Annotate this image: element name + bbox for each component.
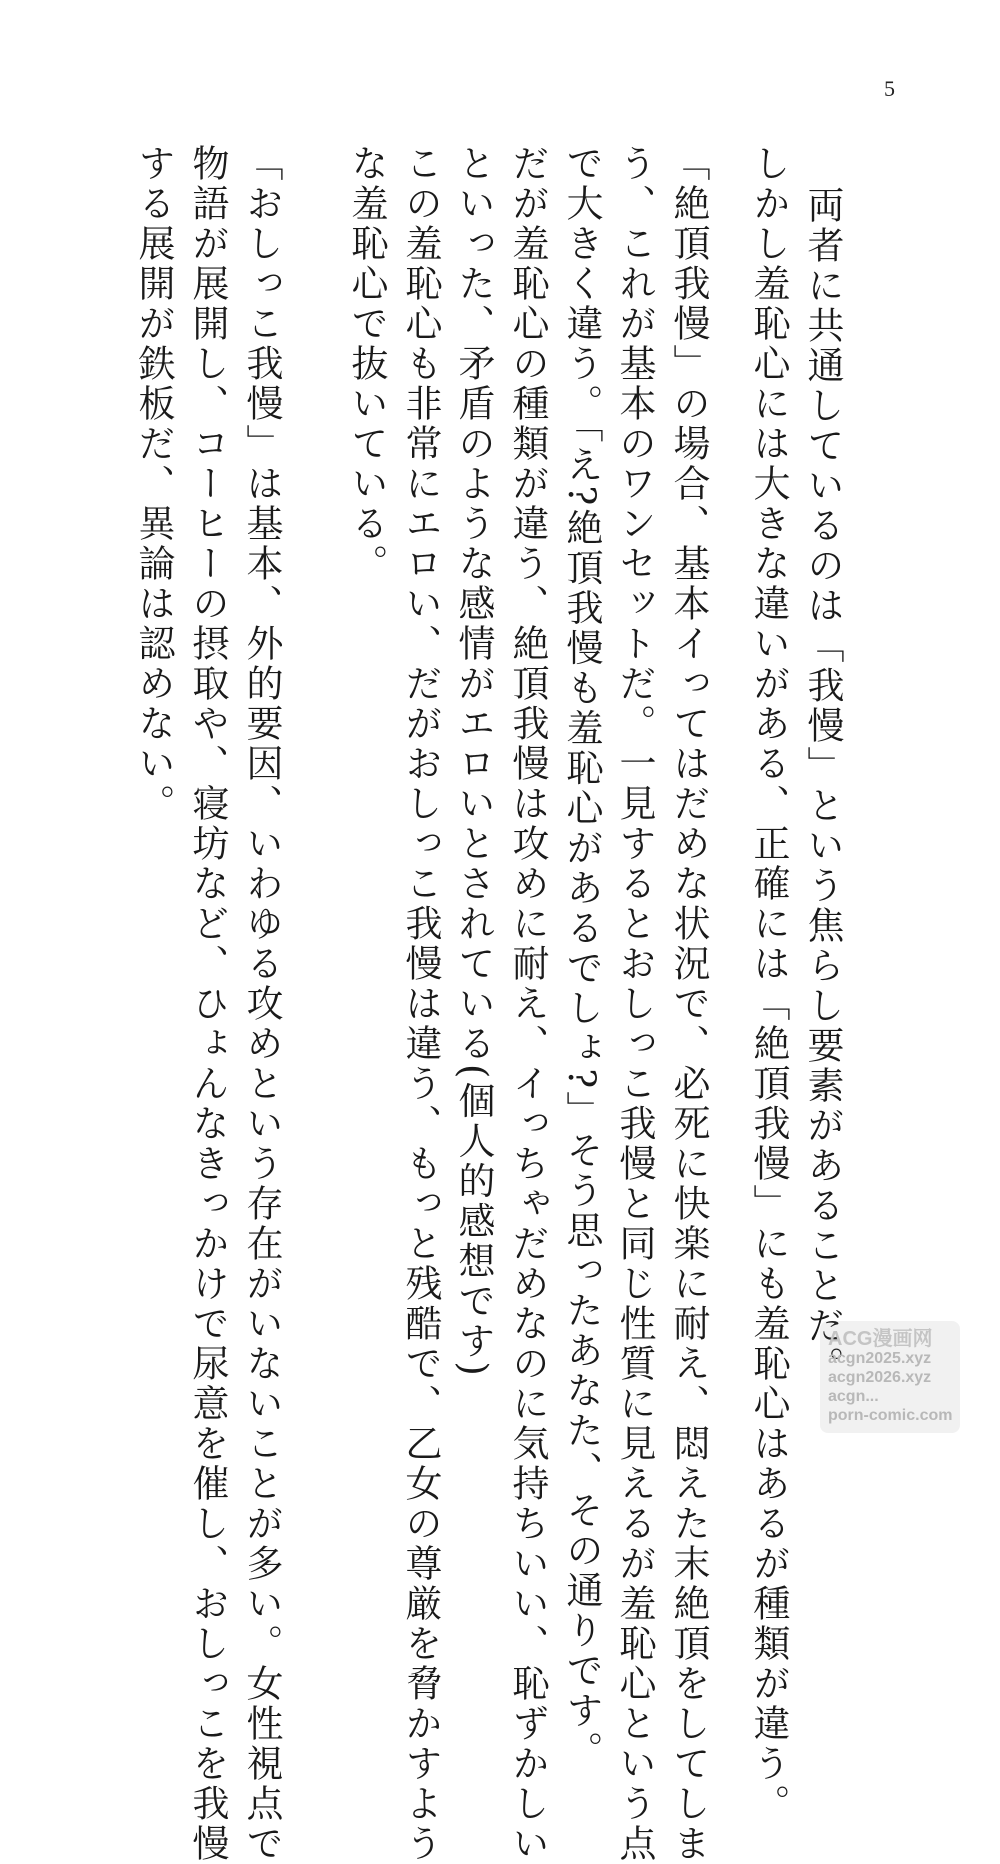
- page-number: 5: [884, 76, 895, 101]
- text-line: といった、矛盾のような感情がエロいとされている(個人的感想です): [452, 144, 495, 1379]
- text-line: この羞恥心も非常にエロい、だがおしっこ我慢は違う、もっと残酷で、乙女の尊厳を脅かすよう: [399, 144, 442, 1864]
- text-line: う、これが基本のワンセットだ。一見するとおしっこ我慢と同じ性質に見えるが羞恥心という点: [613, 144, 656, 1864]
- watermark-line: porn-comic.com: [828, 1406, 953, 1424]
- text-line: で大きく違う。「え?絶頂我慢も羞恥心があるでしょ?」そう思ったあなた、その通りです。: [560, 144, 603, 1772]
- text-line: 「絶頂我慢」の場合、基本イってはだめな状況で、必死に快楽に耐え、悶えた末絶頂をしてしま: [667, 144, 710, 1864]
- text-line: する展開が鉄板だ、異論は認めない。: [132, 144, 175, 824]
- text-line: 物語が展開し、コーヒーの摂取や、寝坊など、ひょんなきっかけで尿意を催し、おしっこを我慢: [186, 144, 229, 1864]
- watermark-line: acgn...: [828, 1387, 879, 1405]
- watermark-line: acgn2025.xyz: [828, 1349, 932, 1367]
- watermark: [820, 1321, 960, 1433]
- watermark-line: ACG漫画网: [828, 1327, 933, 1350]
- text-line: だが羞恥心の種類が違う、絶頂我慢は攻めに耐え、イっちゃだめなのに気持ちいい、恥ずかしい: [506, 144, 549, 1864]
- text-line: 「おしっこ我慢」は基本、外的要因、いわゆる攻めという存在がいないことが多い。女性視点で: [240, 144, 283, 1864]
- text-line: しかし羞恥心には大きな違いがある、正確には「絶頂我慢」にも羞恥心はあるが種類が違う。: [747, 144, 790, 1824]
- text-line: な羞恥心で抜いている。: [345, 144, 388, 584]
- watermark-line: acgn2026.xyz: [828, 1368, 932, 1386]
- text-line: 両者に共通しているのは「我慢」という焦らし要素があることだ。: [801, 186, 844, 1386]
